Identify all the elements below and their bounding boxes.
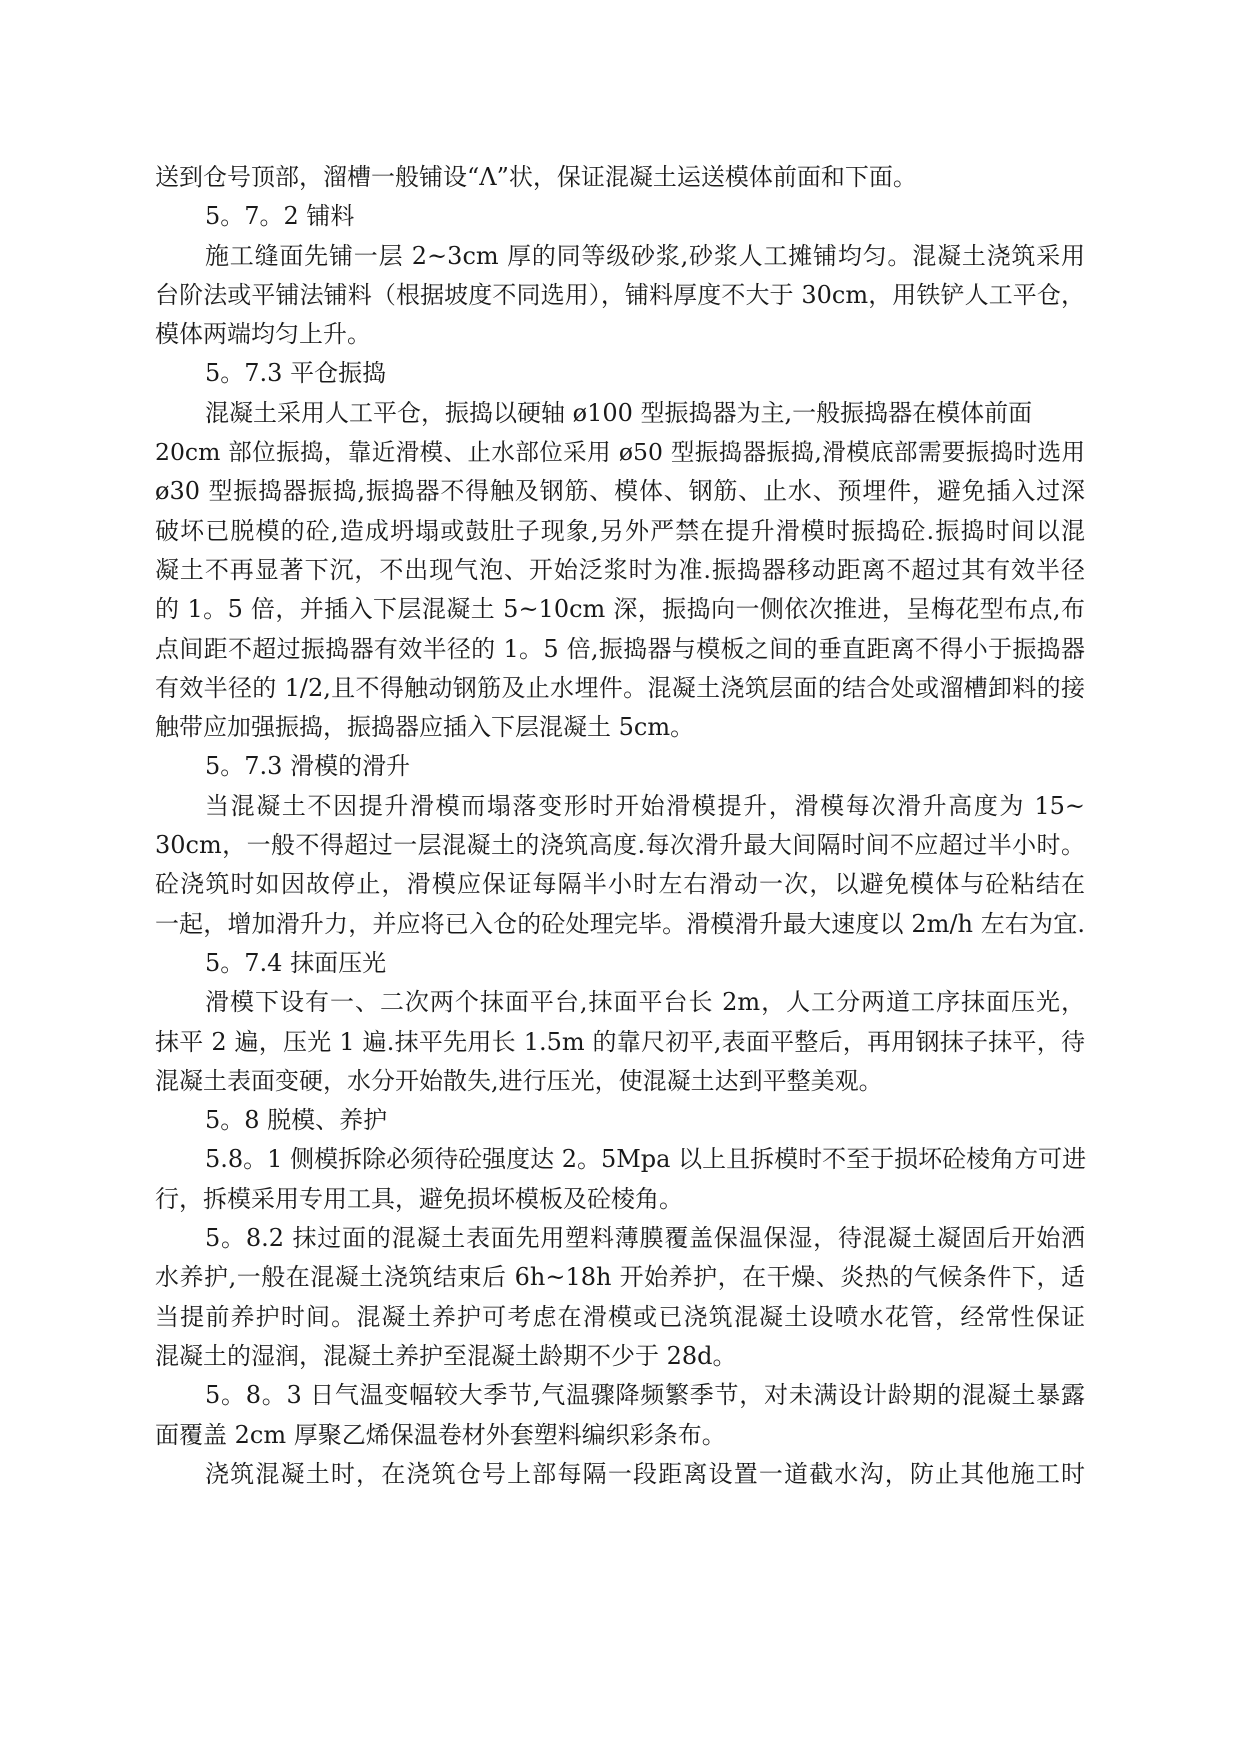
text-line: 30cm，一般不得超过一层混凝土的浇筑高度.每次滑升最大间隔时间不应超过半小时。 xyxy=(155,831,1085,860)
text-line: 5。7.3 平仓振捣 xyxy=(205,359,387,388)
text-line: 5.8。1 侧模拆除必须待砼强度达 2。5Mpa 以上且拆模时不至于损坏砼棱角方可进 xyxy=(205,1145,1087,1174)
text-line: 20cm 部位振捣，靠近滑模、止水部位采用 ø50 型振捣器振捣,滑模底部需要振捣时选用 xyxy=(155,438,1085,467)
text-line: 有效半径的 1/2,且不得触动钢筋及止水埋件。混凝土浇筑层面的结合处或溜槽卸料的接 xyxy=(155,673,1085,702)
text-line: 浇筑混凝土时，在浇筑仓号上部每隔一段距离设置一道截水沟，防止其他施工时 xyxy=(205,1459,1085,1488)
text-line: 当混凝土不因提升滑模而塌落变形时开始滑模提升，滑模每次滑升高度为 15~ xyxy=(205,791,1085,820)
text-line: 行，拆模采用专用工具，避免损坏模板及砼棱角。 xyxy=(155,1184,683,1213)
text-line: ø30 型振捣器振捣,振捣器不得触及钢筋、模体、钢筋、止水、预埋件，避免插入过深 xyxy=(155,477,1085,506)
text-line: 面覆盖 2cm 厚聚乙烯保温卷材外套塑料编织彩条布。 xyxy=(155,1420,726,1449)
text-line: 抹平 2 遍，压光 1 遍.抹平先用长 1.5m 的靠尺初平,表面平整后，再用钢抹子抹平，待 xyxy=(155,1027,1085,1056)
text-line: 滑模下设有一、二次两个抹面平台,抹面平台长 2m，人工分两道工序抹面压光， xyxy=(205,988,1085,1017)
text-line: 5。7。2 铺料 xyxy=(205,202,355,231)
text-line: 送到仓号顶部，溜槽一般铺设“Λ”状，保证混凝土运送模体前面和下面。 xyxy=(155,163,917,191)
document-body xyxy=(155,158,1085,1494)
text-line: 5。7.3 滑模的滑升 xyxy=(205,752,411,781)
text-line: 混凝土表面变硬，水分开始散失,进行压光，使混凝土达到平整美观。 xyxy=(155,1066,883,1095)
text-line: 5。8。3 日气温变幅较大季节,气温骤降频繁季节，对未满设计龄期的混凝土暴露 xyxy=(205,1381,1085,1410)
text-line: 破坏已脱模的砼,造成坍塌或鼓肚子现象,另外严禁在提升滑模时振捣砼.振捣时间以混 xyxy=(155,516,1085,545)
text-line: 施工缝面先铺一层 2~3cm 厚的同等级砂浆,砂浆人工摊铺均匀。混凝土浇筑采用 xyxy=(205,241,1085,270)
text-line: 混凝土的湿润，混凝土养护至混凝土龄期不少于 28d。 xyxy=(155,1341,737,1370)
text-line: 当提前养护时间。混凝土养护可考虑在滑模或已浇筑混凝土设喷水花管，经常性保证 xyxy=(155,1302,1085,1331)
text-line: 5。8.2 抹过面的混凝土表面先用塑料薄膜覆盖保温保湿，待混凝土凝固后开始洒 xyxy=(205,1224,1085,1253)
text-line: 触带应加强振捣，振捣器应插入下层混凝土 5cm。 xyxy=(155,713,695,742)
text-line: 水养护,一般在混凝土浇筑结束后 6h~18h 开始养护，在干燥、炎热的气候条件下，适 xyxy=(155,1263,1085,1292)
text-line: 5。8 脱模、养护 xyxy=(205,1106,388,1135)
text-line: 混凝土采用人工平仓，振捣以硬轴 ø100 型振捣器为主,一般振捣器在模体前面 xyxy=(205,398,1033,427)
text-line: 的 1。5 倍，并插入下层混凝土 5~10cm 深，振捣向一侧依次推进，呈梅花型布点,布 xyxy=(155,595,1085,624)
text-line: 台阶法或平铺法铺料（根据坡度不同选用），铺料厚度不大于 30cm，用铁铲人工平仓， xyxy=(155,280,1085,309)
text-line: 凝土不再显著下沉，不出现气泡、开始泛浆时为准.振捣器移动距离不超过其有效半径 xyxy=(155,555,1085,584)
text-line: 点间距不超过振捣器有效半径的 1。5 倍,振捣器与模板之间的垂直距离不得小于振捣器 xyxy=(155,634,1085,663)
text-line: 5。7.4 抹面压光 xyxy=(205,948,387,977)
text-line: 砼浇筑时如因故停止，滑模应保证每隔半小时左右滑动一次，以避免模体与砼粘结在 xyxy=(155,870,1085,899)
text-line: 模体两端均匀上升。 xyxy=(155,320,371,349)
text-line: 一起，增加滑升力，并应将已入仓的砼处理完毕。滑模滑升最大速度以 2m/h 左右为宜. xyxy=(155,909,1085,938)
